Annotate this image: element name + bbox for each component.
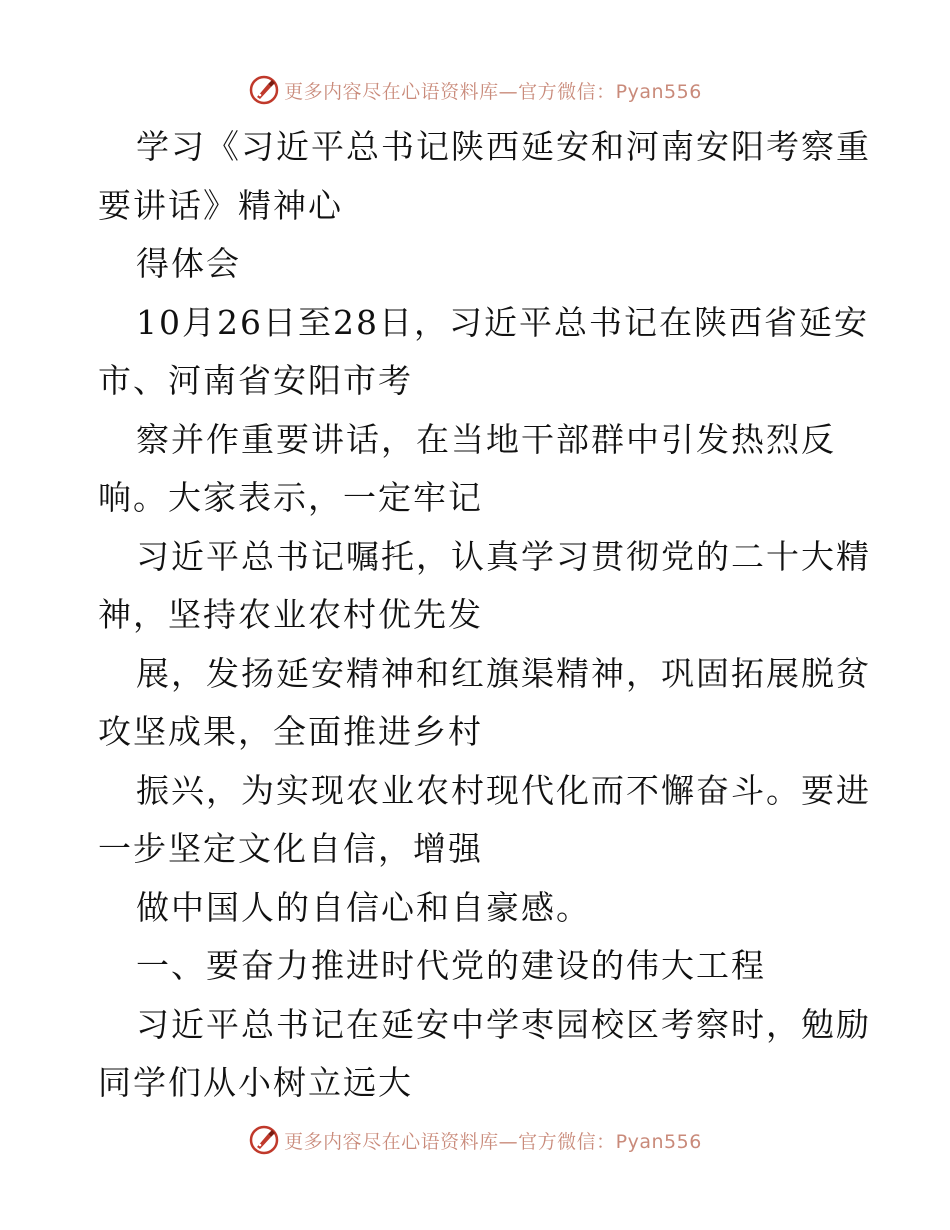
text-line: 神，坚持农业农村优先发: [98, 595, 483, 634]
text-line: 察并作重要讲话，在当地干部群中引发热烈反: [136, 419, 836, 459]
text-line: 习近平总书记嘱托，认真学习贯彻党的二十大精: [136, 536, 871, 576]
pen-nib-icon: [248, 1124, 280, 1156]
text-line: 要讲话》精神心: [98, 185, 343, 225]
document-body: [98, 118, 871, 1113]
pen-nib-icon: [248, 74, 280, 106]
text-line: 同学们从小树立远大: [98, 1063, 413, 1102]
footer-banner-text: 更多内容尽在心语资料库—官方微信：Pyan556: [284, 1130, 702, 1153]
text-line: 攻坚成果，全面推进乡村: [98, 712, 483, 751]
text-line: 响。大家表示，一定牢记: [98, 478, 483, 517]
text-line: 学习《习近平总书记陕西延安和河南安阳考察重: [136, 127, 871, 166]
text-line: 做中国人的自信心和自豪感。: [136, 887, 591, 927]
text-line: 市、河南省安阳市考: [98, 361, 413, 400]
text-line: 得体会: [136, 244, 241, 283]
text-line: 习近平总书记在延安中学枣园校区考察时，勉励: [136, 1004, 871, 1044]
text-line: 一步坚定文化自信，增强: [98, 829, 483, 868]
header-banner-text: 更多内容尽在心语资料库—官方微信：Pyan556: [284, 80, 702, 103]
footer-banner: [0, 1120, 950, 1160]
section-heading: 一、要奋力推进时代党的建设的伟大工程: [136, 946, 766, 985]
header-banner: [0, 70, 950, 110]
text-line: 10月26日至28日，习近平总书记在陕西省延安: [136, 302, 869, 342]
text-line: 展，发扬延安精神和红旗渠精神，巩固拓展脱贫: [136, 653, 871, 693]
text-line: 振兴，为实现农业农村现代化而不懈奋斗。要进: [136, 770, 871, 810]
